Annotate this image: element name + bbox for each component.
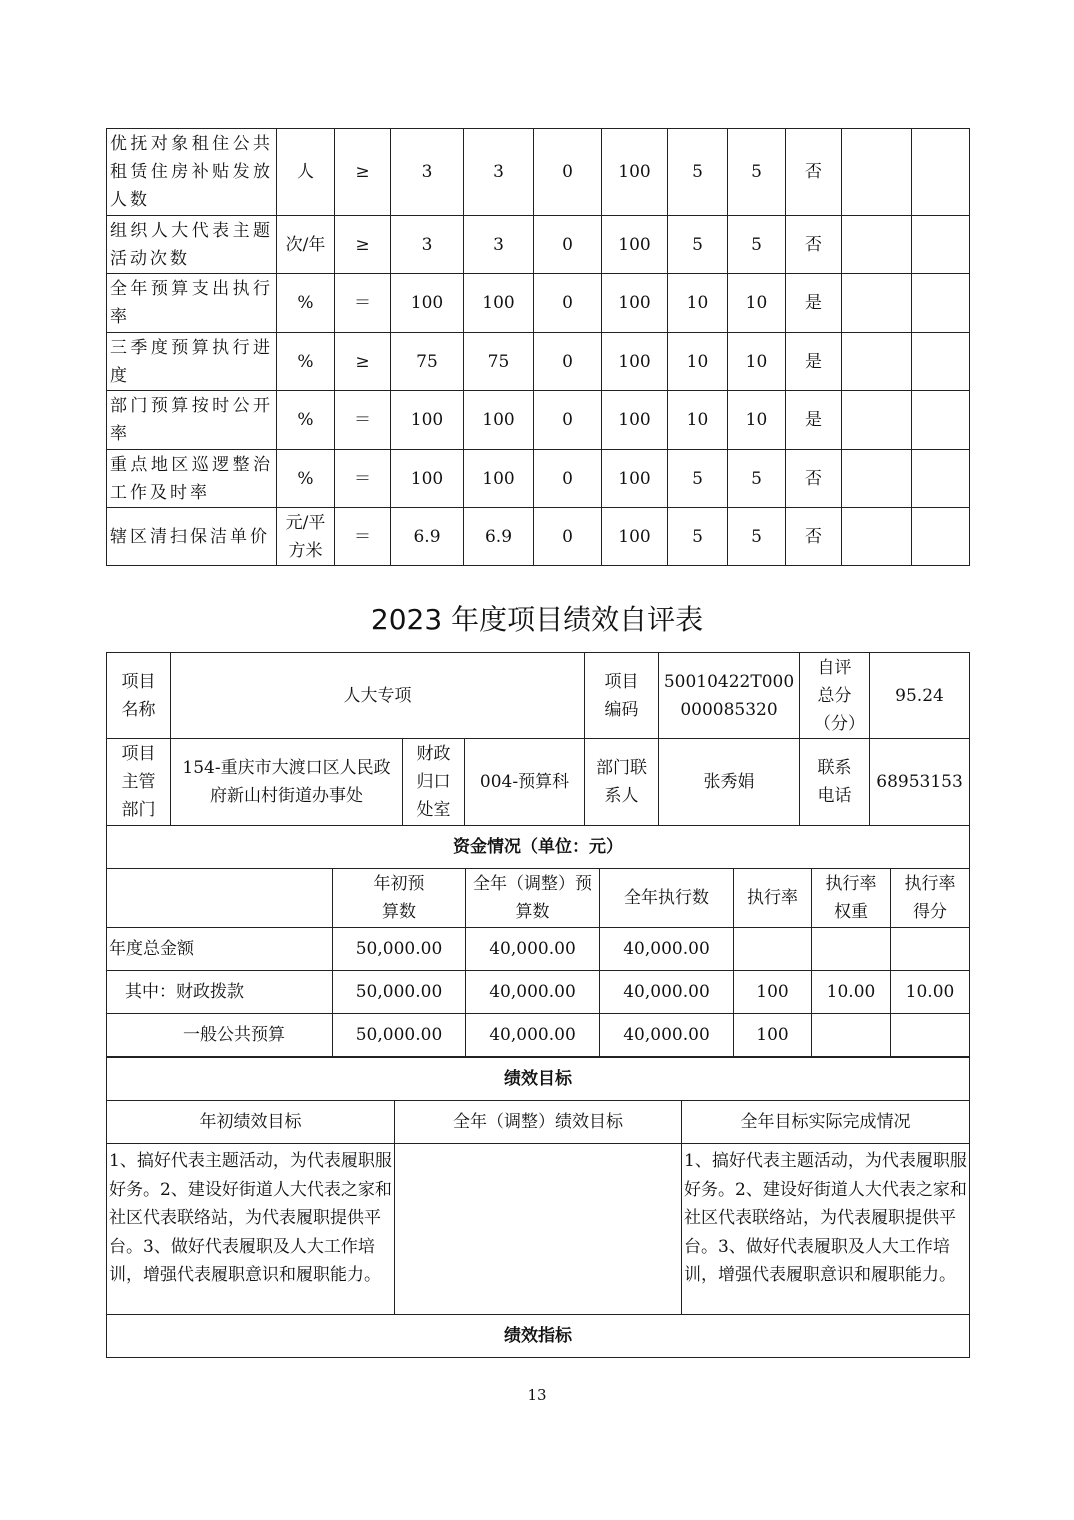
indicator-name: 辖区清扫保洁单价 — [107, 508, 277, 566]
indicator-extra-2 — [912, 216, 970, 274]
indicator-row — [107, 333, 970, 391]
indicator-symbol: ＝ — [335, 450, 391, 508]
goals-actual-text: 1、搞好代表主题活动，为代表履职服好务。2、建设好街道人大代表之家和社区代表联络站，为代表履职提供平台。3、做好代表履职及人大工作培训，增强代表履职意识和履职能力。 — [682, 1144, 970, 1315]
indicator-core: 是 — [786, 333, 842, 391]
funds-row-score — [891, 928, 970, 971]
funds-row-rate: 100 — [734, 1014, 812, 1057]
indicator-row — [107, 391, 970, 450]
indicator-table — [106, 128, 970, 566]
indicator-extra-1 — [842, 391, 912, 450]
indicator-weight: 5 — [668, 450, 728, 508]
indicator-actual: 3 — [464, 216, 534, 274]
indicator-deviation: 0 — [534, 450, 602, 508]
indicator-target: 100 — [391, 391, 464, 450]
indicator-extra-2 — [912, 508, 970, 566]
funds-section-title: 资金情况（单位：元） — [107, 826, 970, 869]
funds-row-rate: 100 — [734, 971, 812, 1014]
indicator-score: 5 — [728, 508, 786, 566]
indicator-score: 5 — [728, 216, 786, 274]
funds-row-weight — [812, 1014, 891, 1057]
indicator-unit: 人 — [277, 129, 335, 216]
indicator-deviation: 0 — [534, 391, 602, 450]
funds-header-weight: 执行率权重 — [812, 869, 891, 928]
dept-label: 项目主管部门 — [107, 739, 171, 826]
goals-initial-text: 1、搞好代表主题活动，为代表履职服好务。2、建设好街道人大代表之家和社区代表联络站，为代表履职提供平台。3、做好代表履职及人大工作培训，增强代表履职意识和履职能力。 — [107, 1144, 395, 1315]
funds-header-score: 执行率得分 — [891, 869, 970, 928]
project-name-label: 项目名称 — [107, 653, 171, 739]
indicator-deviation: 0 — [534, 333, 602, 391]
indicator-extra-1 — [842, 333, 912, 391]
contact-label: 部门联系人 — [585, 739, 659, 826]
indicator-deviation: 0 — [534, 216, 602, 274]
indicator-unit: 元/平方米 — [277, 508, 335, 566]
indicator-target: 100 — [391, 450, 464, 508]
indicator-score: 10 — [728, 333, 786, 391]
indicator-row — [107, 216, 970, 274]
indicator-weight: 5 — [668, 129, 728, 216]
indicator-core: 是 — [786, 391, 842, 450]
funds-row-initial: 50,000.00 — [333, 971, 466, 1014]
indicator-extra-2 — [912, 129, 970, 216]
project-code-value: 50010422T000000085320 — [659, 653, 800, 739]
indicator-unit: % — [277, 274, 335, 333]
indicator-weight: 5 — [668, 508, 728, 566]
indicator-actual: 3 — [464, 129, 534, 216]
indicator-name: 优抚对象租住公共租赁住房补贴发放人数 — [107, 129, 277, 216]
phone-value: 68953153 — [870, 739, 970, 826]
funds-row-executed: 40,000.00 — [600, 971, 734, 1014]
funds-row-adjusted: 40,000.00 — [466, 1014, 600, 1057]
page-number: 13 — [527, 1386, 547, 1404]
indicator-extra-1 — [842, 216, 912, 274]
dept-value: 154-重庆市大渡口区人民政府新山村街道办事处 — [171, 739, 403, 826]
funds-row-label: 年度总金额 — [107, 928, 333, 971]
funds-row-weight: 10.00 — [812, 971, 891, 1014]
indicator-row — [107, 450, 970, 508]
indicator-symbol: ＝ — [335, 508, 391, 566]
project-code-label: 项目编码 — [585, 653, 659, 739]
indicator-name: 重点地区巡逻整治工作及时率 — [107, 450, 277, 508]
indicator-symbol: ＝ — [335, 391, 391, 450]
project-name-value: 人大专项 — [171, 653, 585, 739]
funds-header-blank — [107, 869, 333, 928]
indicator-core: 否 — [786, 129, 842, 216]
indicator-rate: 100 — [602, 216, 668, 274]
indicator-extra-2 — [912, 274, 970, 333]
project-info-table — [106, 652, 970, 869]
indicator-unit: 次/年 — [277, 216, 335, 274]
phone-label: 联系电话 — [800, 739, 870, 826]
goals-header-actual: 全年目标实际完成情况 — [682, 1101, 970, 1144]
indicator-weight: 5 — [668, 216, 728, 274]
finance-office-value: 004-预算科 — [465, 739, 585, 826]
indicator-weight: 10 — [668, 333, 728, 391]
indicator-extra-2 — [912, 333, 970, 391]
indicator-rate: 100 — [602, 391, 668, 450]
funds-row-label: 一般公共预算 — [107, 1014, 333, 1057]
indicator-name: 三季度预算执行进度 — [107, 333, 277, 391]
goals-table — [106, 1057, 970, 1358]
indicator-score: 5 — [728, 129, 786, 216]
indicator-score: 10 — [728, 391, 786, 450]
indicator-score: 5 — [728, 450, 786, 508]
funds-header-adjusted: 全年（调整）预算数 — [466, 869, 600, 928]
funds-row-score — [891, 1014, 970, 1057]
indicator-weight: 10 — [668, 391, 728, 450]
indicator-extra-1 — [842, 274, 912, 333]
funds-row-executed: 40,000.00 — [600, 928, 734, 971]
indicator-extra-1 — [842, 508, 912, 566]
indicator-unit: % — [277, 450, 335, 508]
indicator-row — [107, 274, 970, 333]
funds-row-weight — [812, 928, 891, 971]
funds-row-label: 其中：财政拨款 — [107, 971, 333, 1014]
goals-header-initial: 年初绩效目标 — [107, 1101, 395, 1144]
funds-table — [106, 868, 970, 1057]
finance-office-label: 财政归口处室 — [403, 739, 465, 826]
indicator-unit: % — [277, 391, 335, 450]
indicator-row — [107, 129, 970, 216]
indicator-symbol: ≥ — [335, 129, 391, 216]
indicator-name: 部门预算按时公开率 — [107, 391, 277, 450]
indicator-score: 10 — [728, 274, 786, 333]
indicator-core: 是 — [786, 274, 842, 333]
funds-header-rate: 执行率 — [734, 869, 812, 928]
indicator-unit: % — [277, 333, 335, 391]
indicator-target: 6.9 — [391, 508, 464, 566]
indicator-rate: 100 — [602, 129, 668, 216]
funds-row-executed: 40,000.00 — [600, 1014, 734, 1057]
funds-header-executed: 全年执行数 — [600, 869, 734, 928]
indicator-extra-1 — [842, 129, 912, 216]
goals-section-title: 绩效目标 — [107, 1058, 970, 1101]
indicator-deviation: 0 — [534, 129, 602, 216]
indicator-target: 100 — [391, 274, 464, 333]
indicator-actual: 75 — [464, 333, 534, 391]
indicator-extra-2 — [912, 450, 970, 508]
self-score-label: 自评总分（分） — [800, 653, 870, 739]
funds-row-initial: 50,000.00 — [333, 928, 466, 971]
indicator-name: 组织人大代表主题活动次数 — [107, 216, 277, 274]
indicator-row — [107, 508, 970, 566]
indicator-weight: 10 — [668, 274, 728, 333]
goals-header-adjusted: 全年（调整）绩效目标 — [395, 1101, 682, 1144]
funds-row-adjusted: 40,000.00 — [466, 928, 600, 971]
goals-adjusted-text — [395, 1144, 682, 1315]
indicator-actual: 100 — [464, 450, 534, 508]
funds-row-score: 10.00 — [891, 971, 970, 1014]
contact-value: 张秀娟 — [659, 739, 800, 826]
indicator-rate: 100 — [602, 274, 668, 333]
indicator-extra-1 — [842, 450, 912, 508]
indicator-core: 否 — [786, 508, 842, 566]
indicator-section-title: 绩效指标 — [107, 1315, 970, 1358]
indicator-deviation: 0 — [534, 274, 602, 333]
indicator-symbol: ≥ — [335, 216, 391, 274]
indicator-symbol: ＝ — [335, 274, 391, 333]
indicator-target: 3 — [391, 129, 464, 216]
indicator-actual: 100 — [464, 391, 534, 450]
funds-row-adjusted: 40,000.00 — [466, 971, 600, 1014]
indicator-core: 否 — [786, 216, 842, 274]
funds-row-initial: 50,000.00 — [333, 1014, 466, 1057]
indicator-target: 75 — [391, 333, 464, 391]
indicator-rate: 100 — [602, 333, 668, 391]
self-score-value: 95.24 — [870, 653, 970, 739]
indicator-rate: 100 — [602, 450, 668, 508]
indicator-actual: 100 — [464, 274, 534, 333]
indicator-core: 否 — [786, 450, 842, 508]
indicator-table-body — [107, 129, 970, 566]
page-title: 2023 年度项目绩效自评表 — [370, 603, 704, 636]
indicator-symbol: ≥ — [335, 333, 391, 391]
funds-header-initial: 年初预算数 — [333, 869, 466, 928]
indicator-target: 3 — [391, 216, 464, 274]
funds-row-rate — [734, 928, 812, 971]
indicator-deviation: 0 — [534, 508, 602, 566]
indicator-actual: 6.9 — [464, 508, 534, 566]
indicator-extra-2 — [912, 391, 970, 450]
indicator-rate: 100 — [602, 508, 668, 566]
indicator-name: 全年预算支出执行率 — [107, 274, 277, 333]
